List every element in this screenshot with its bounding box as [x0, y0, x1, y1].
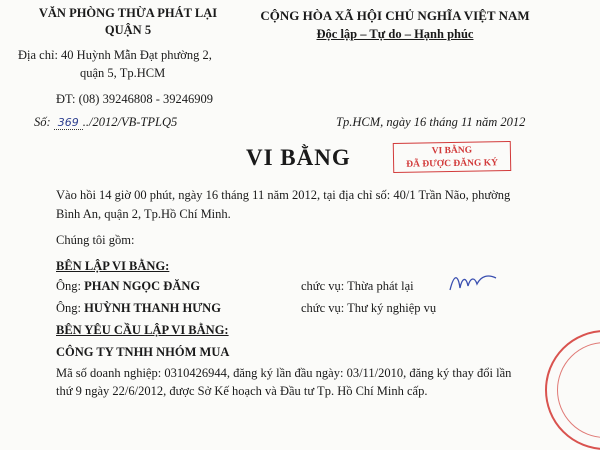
person1-row	[56, 279, 200, 294]
office-phone: ĐT: (08) 39246808 - 39246909	[56, 92, 214, 106]
drafter-heading: BÊN LẬP VI BẰNG:	[56, 259, 170, 273]
date-place: Tp.HCM, ngày 16 tháng 11 năm 2012	[336, 115, 526, 129]
person1-name: PHAN NGỌC ĐĂNG	[84, 279, 201, 293]
document-title: VI BẰNG	[246, 145, 351, 170]
number-handwritten: 369	[54, 116, 83, 130]
office-address-line1: Địa chỉ: 40 Huỳnh Mẫn Đạt phường 2,	[18, 48, 212, 62]
number-prefix: Số:	[34, 115, 51, 129]
stamp-line2: ĐÃ ĐƯỢC ĐĂNG KÝ	[406, 158, 499, 170]
person2-role: chức vụ: Thư ký nghiệp vụ	[301, 301, 437, 315]
stamp-line1: VI BẰNG	[431, 145, 473, 157]
office-name: VĂN PHÒNG THỪA PHÁT LẠI	[38, 6, 218, 20]
person1-label: Ông:	[56, 279, 81, 293]
person2-row	[56, 301, 221, 316]
registration-line1: Mã số doanh nghiệp: 0310426944, đăng ký lần đầu ngày: 03/11/2010, đăng ký thay đổi lần	[56, 366, 512, 380]
company-name: CÔNG TY TNHH NHÓM MUA	[56, 345, 230, 359]
person2-name: HUỲNH THANH HƯNG	[84, 301, 221, 315]
number-suffix: ../2012/VB-TPLQ5	[82, 115, 178, 129]
requester-heading: BÊN YÊU CẦU LẬP VI BẰNG:	[56, 323, 229, 337]
person1-role: chức vụ: Thừa phát lại	[301, 279, 414, 293]
we-are-label: Chúng tôi gồm:	[56, 233, 135, 247]
registration-line2: thứ 9 ngày 22/6/2012, được Sở Kế hoạch và Đầu tư Tp. Hồ Chí Minh cấp.	[56, 384, 428, 398]
office-address-line2: quận 5, Tp.HCM	[80, 66, 166, 80]
intro-line2: Bình An, quận 2, Tp.Hồ Chí Minh.	[56, 207, 231, 221]
office-district: QUẬN 5	[104, 23, 152, 37]
intro-line1: Vào hồi 14 giờ 00 phút, ngày 16 tháng 11 năm 2012, tại địa chỉ số: 40/1 Trần Não, phường	[56, 188, 511, 202]
national-motto: Độc lập – Tự do – Hạnh phúc	[316, 27, 474, 41]
person2-label: Ông:	[56, 301, 81, 315]
official-seal	[545, 330, 600, 450]
signature-icon	[448, 270, 498, 296]
registered-stamp	[393, 141, 512, 173]
nation-name: CỘNG HÒA XÃ HỘI CHỦ NGHĨA VIỆT NAM	[260, 8, 530, 23]
document-number	[34, 115, 177, 130]
